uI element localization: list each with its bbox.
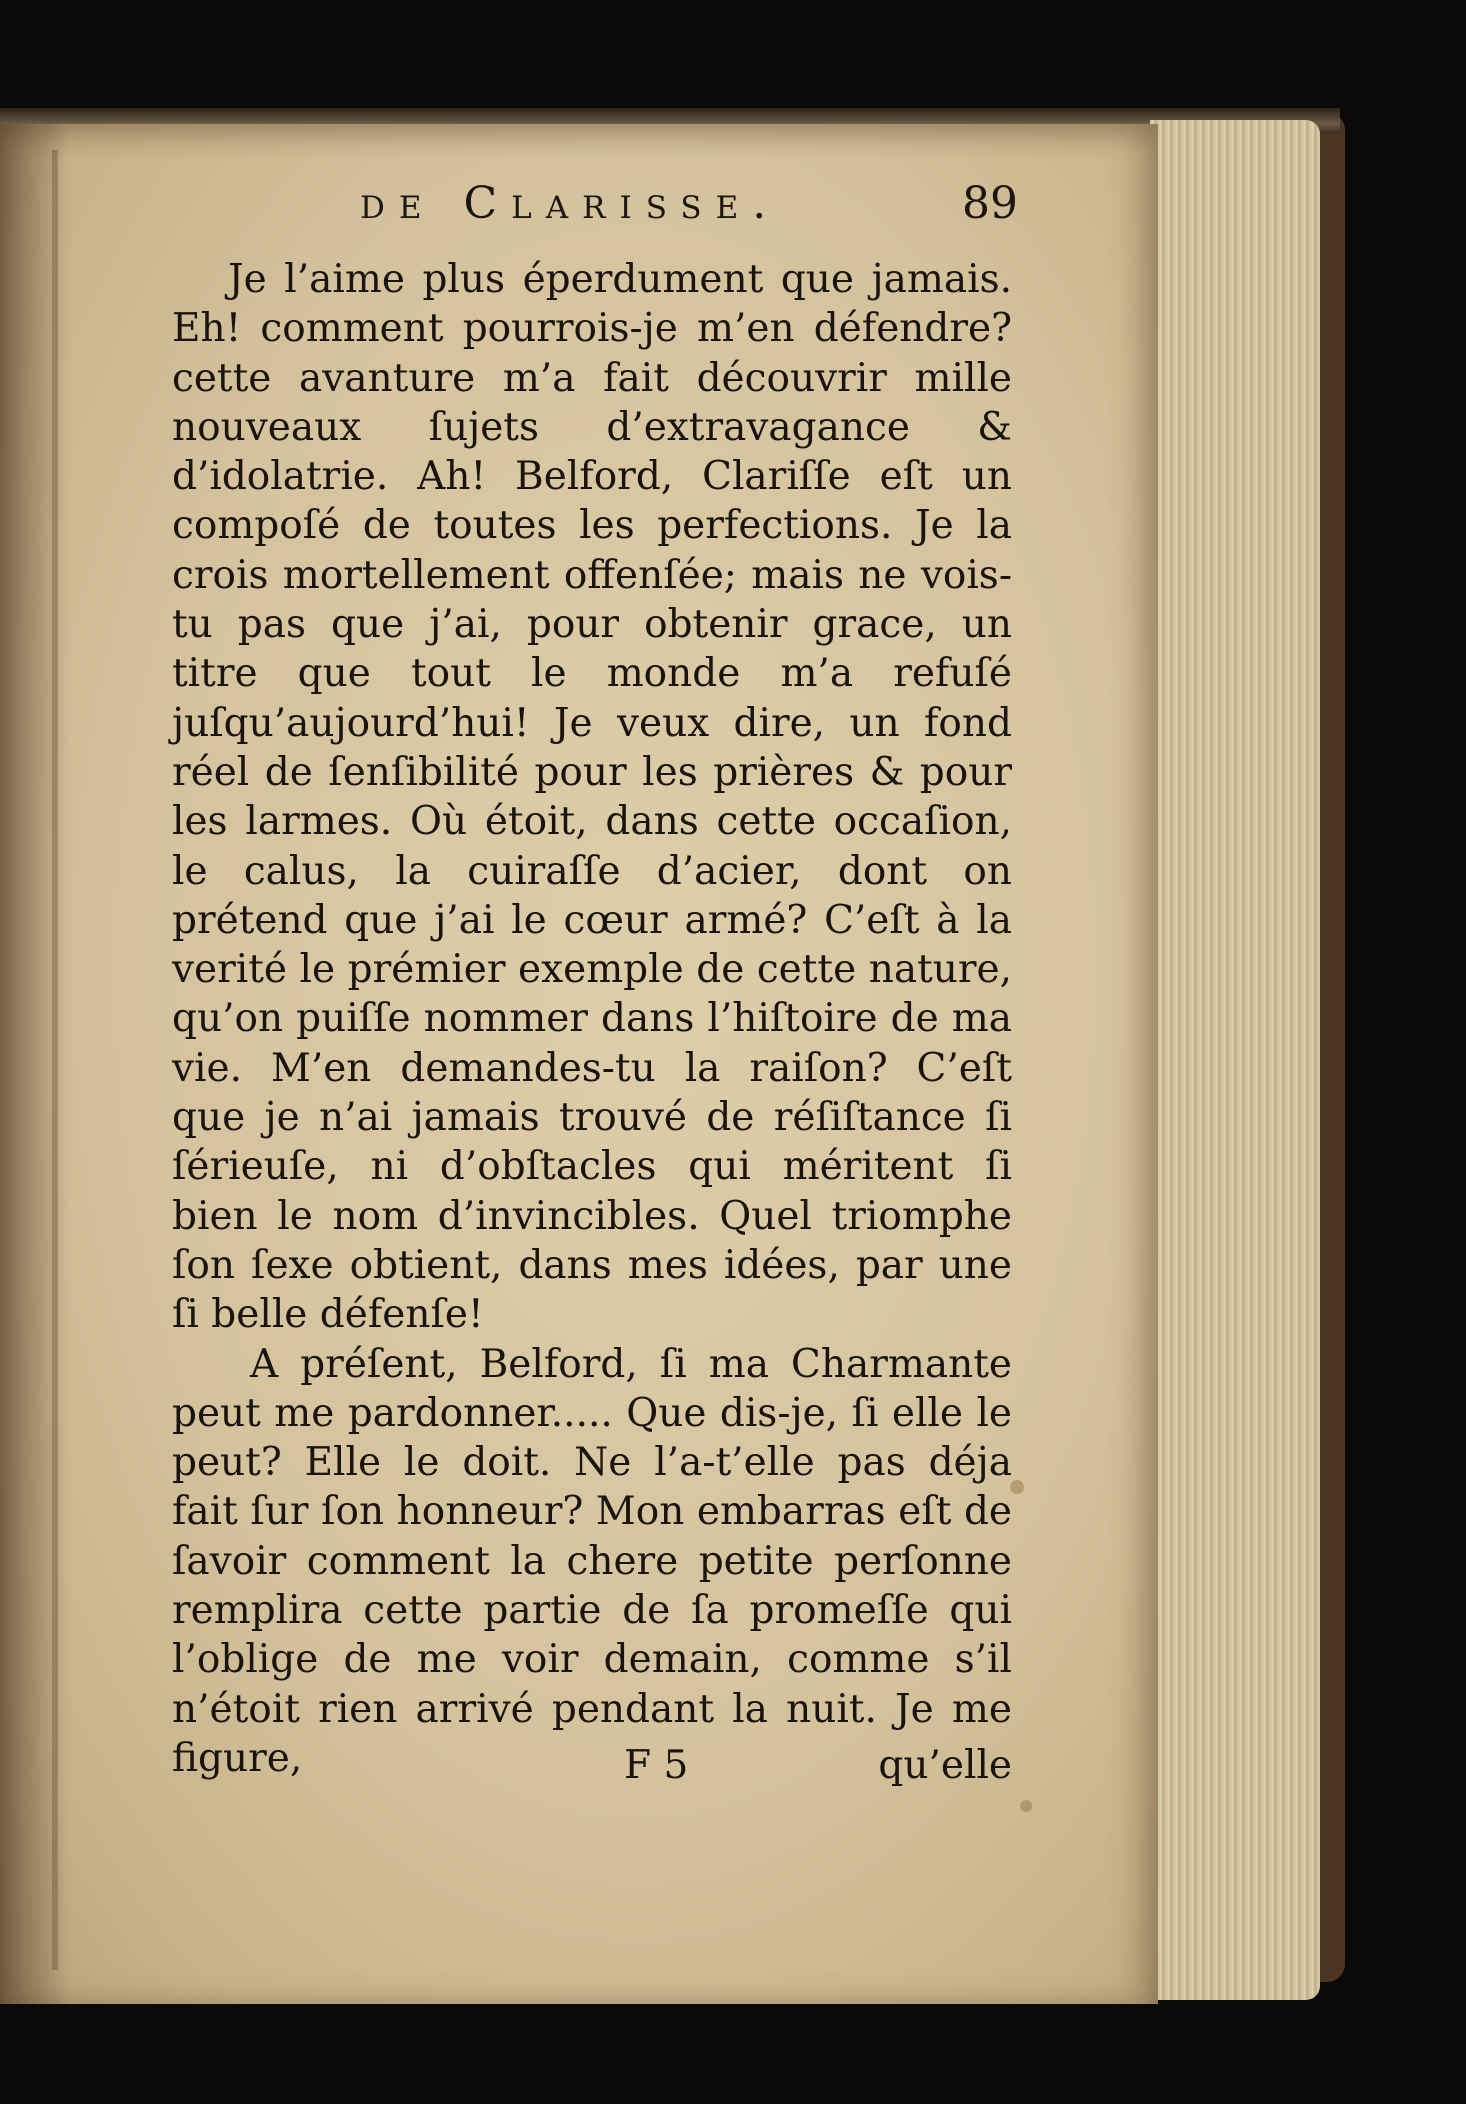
page-edges [1150,120,1320,2000]
running-header [150,178,1018,242]
paragraph: Je l’aime plus éperdument que jamais. Eh! comment pourrois-je m’en défendre? cette avanture m’a fait découvrir mille nouveaux ſujets d’extravagance & d’idolatrie. Ah! Belford, Clariſſe eſt un compoſé de toutes les perfections. Je la crois mortellement offenſée; mais ne vois-tu pas que j’ai, pour obtenir grace, un titre que tout le monde m’a refuſé juſqu’aujourd’hui! Je veux dire, un fond réel de ſenſibilité pour les prières & pour les larmes. Où étoit, dans cette occaſion, le calus, la cuiraſſe d’acier, dont on prétend que j’ai le cœur armé? C’eſt à la verité le prémier exemple de cette nature, qu’on puiſſe nommer dans l’hiſtoire de ma vie. M’en demandes-tu la raiſon? C’eſt que je n’ai jamais trouvé de réſiſtance ſi ſérieuſe, ni d’obſtacles qui méritent ſi bien le nom d’invincibles. Quel triomphe ſon ſexe obtient, dans mes idées, par une ſi belle défenſe! [172,257,1012,1338]
body-text [172,255,1012,1783]
foxing-spot [1010,1480,1024,1494]
signature-mark: F 5 [624,1743,689,1788]
catchword: qu’elle [878,1743,1012,1788]
page-footer [172,1743,1012,1795]
page-number: 89 [962,178,1018,229]
running-title: de Clarisse. [360,178,781,229]
previous-page-edge [52,150,58,1970]
gutter-shadow [0,124,70,2004]
paragraph: A préſent, Belford, ſi ma Charmante peut me pardonner..... Que dis-je, ſi elle le peut? Elle le doit. Ne l’a-t’elle pas déja fait ſur ſon honneur? Mon embarras eſt de ſavoir comment la chere petite perſonne remplira cette partie de ſa promeſſe qui l’oblige de me voir demain, comme s’il n’étoit rien arrivé pendant la nuit. Je me figure, [172,1341,1012,1781]
foxing-spot [1020,1800,1032,1812]
